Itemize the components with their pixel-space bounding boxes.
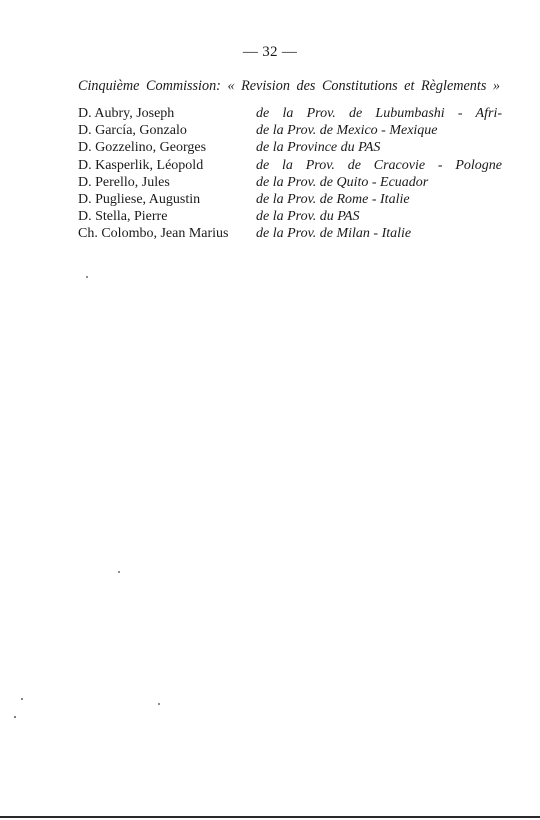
member-row	[78, 122, 502, 139]
page-number: — 32 —	[242, 44, 298, 60]
member-name: D. Stella, Pierre	[78, 209, 168, 225]
member-row	[78, 105, 502, 122]
member-list	[78, 105, 502, 243]
member-row	[78, 174, 502, 191]
member-name: D. Gozzelino, Georges	[78, 140, 207, 156]
member-row	[78, 157, 502, 174]
scan-speck	[21, 698, 23, 700]
member-name: D. Kasperlik, Léopold	[78, 157, 204, 173]
member-name: D. Pugliese, Augustin	[78, 191, 201, 207]
member-province: de la Prov. de Quito - Ecuador	[256, 174, 429, 190]
member-province: de la Prov. de Cracovie - Pologne	[256, 157, 502, 173]
member-province: de la Prov. de Mexico - Mexique	[256, 123, 438, 139]
member-row	[78, 208, 502, 225]
member-name: D. Perello, Jules	[78, 174, 170, 190]
page-bottom-edge	[0, 816, 540, 818]
member-province: de la Prov. de Rome - Italie	[256, 191, 410, 207]
member-province: de la Prov. de Milan - Italie	[256, 226, 412, 242]
member-row	[78, 225, 502, 242]
member-province: de la Prov. de Lubumbashi - Afri-	[256, 106, 502, 121]
member-province: de la Prov. du PAS	[256, 209, 360, 225]
member-province: de la Province du PAS	[256, 140, 381, 156]
member-name: Ch. Colombo, Jean Marius	[78, 226, 229, 242]
scan-speck	[86, 276, 88, 278]
member-row	[78, 139, 502, 156]
commission-heading: Cinquième Commission: « Revision des Constitutions et Règlements »	[78, 78, 500, 94]
scan-speck	[14, 716, 16, 718]
scan-speck	[158, 703, 160, 705]
member-row	[78, 191, 502, 208]
scan-speck	[118, 571, 120, 573]
member-name: D. García, Gonzalo	[78, 123, 187, 139]
member-name: D. Aubry, Joseph	[78, 106, 175, 121]
